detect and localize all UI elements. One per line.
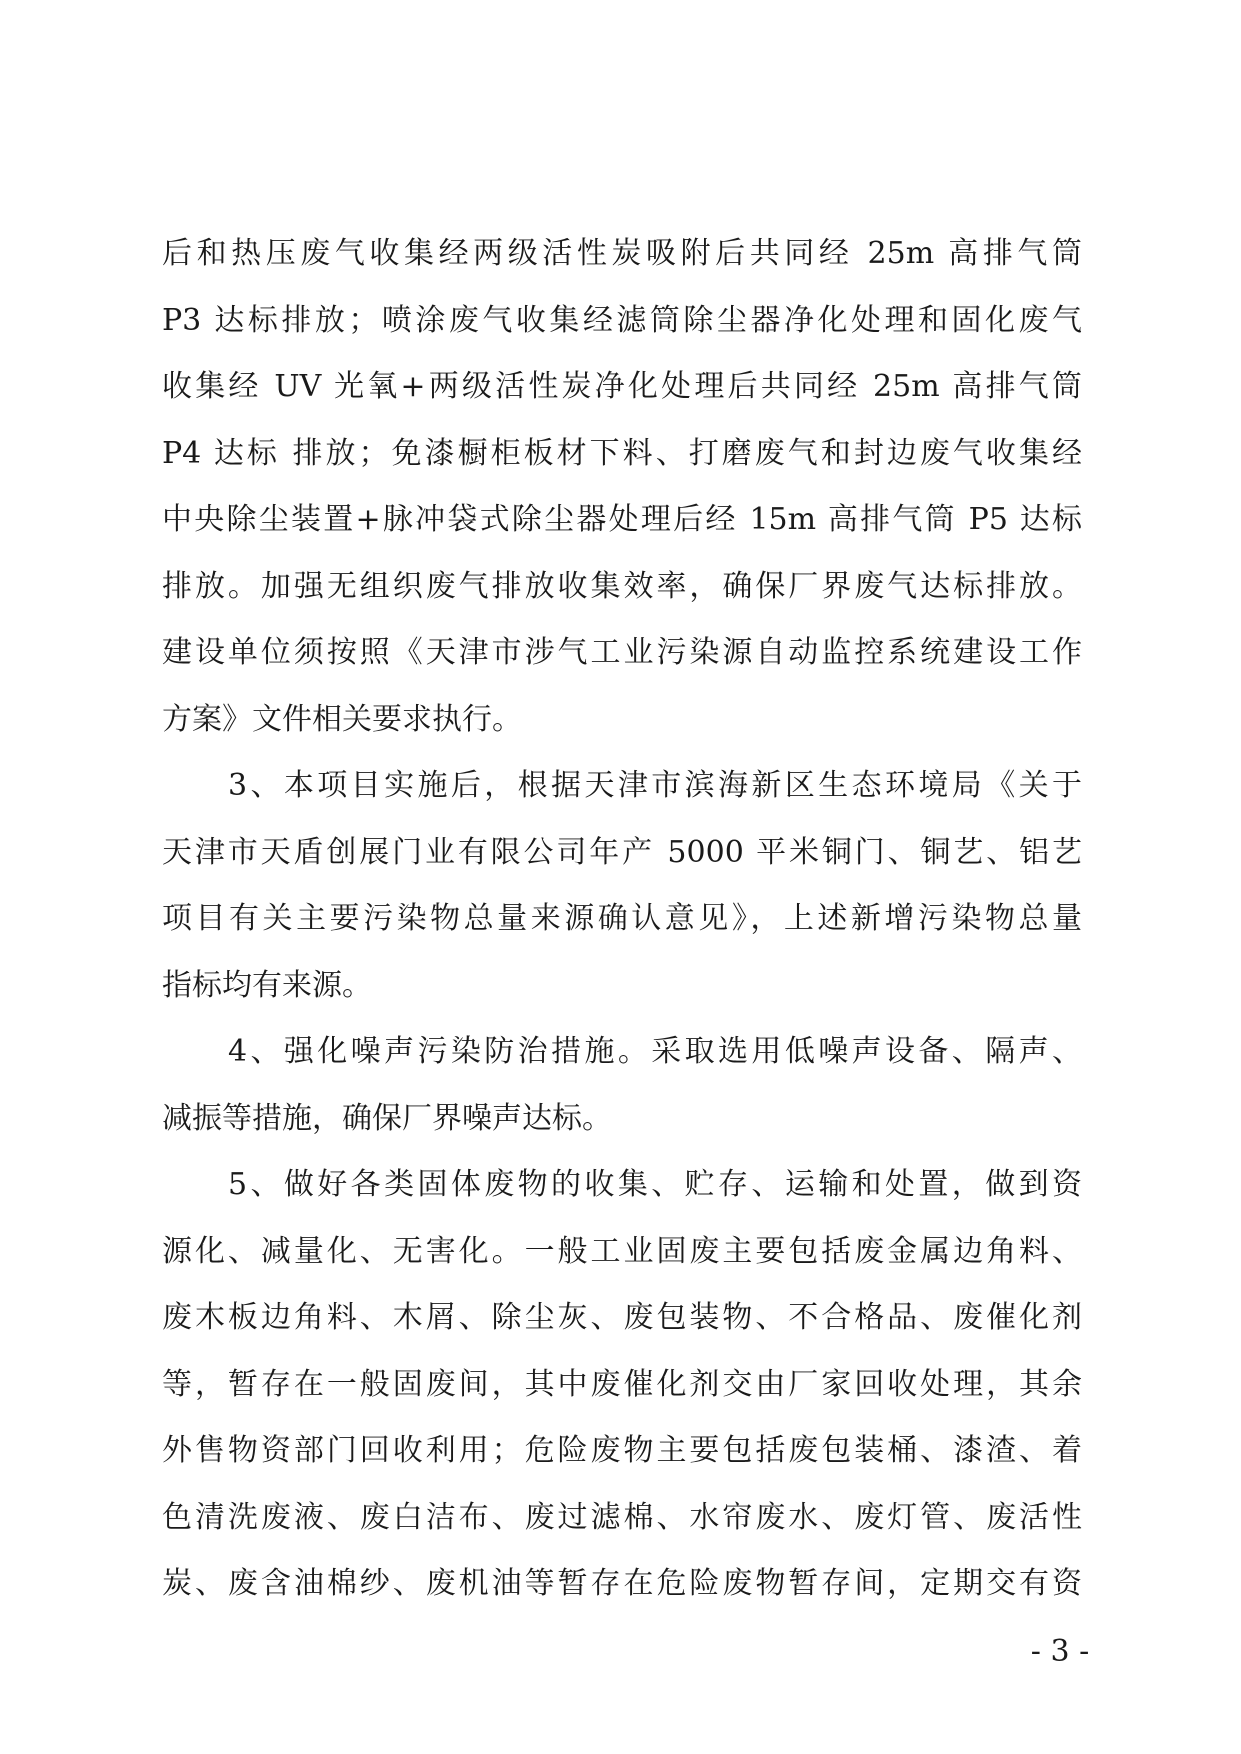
paragraph-5-line: 5、做好各类固体废物的收集、贮存、运输和处置，做到资 (228, 1167, 1082, 1202)
body-text (162, 221, 1082, 1618)
text-line: 外售物资部门回收利用；危险废物主要包括废包装桶、漆渣、着 (162, 1433, 1082, 1468)
text-line: 排放。加强无组织废气排放收集效率，确保厂界废气达标排放。 (162, 568, 1082, 604)
text-line: 方案》文件相关要求执行。 (162, 701, 522, 737)
text-line: P3 达标排放；喷涂废气收集经滤筒除尘器净化处理和固化废气 (162, 302, 1082, 338)
text-line: 收集经 UV 光氧+两级活性炭净化处理后共同经 25m 高排气筒 (162, 369, 1082, 404)
text-line: 中央除尘装置+脉冲袋式除尘器处理后经 15m 高排气筒 P5 达标 (162, 502, 1082, 537)
paragraph-4-line: 4、强化噪声污染防治措施。采取选用低噪声设备、隔声、 (228, 1034, 1082, 1069)
text-line: 等，暂存在一般固废间，其中废催化剂交由厂家回收处理，其余 (162, 1366, 1082, 1402)
text-line: 指标均有来源。 (162, 967, 372, 1003)
paragraph-3-line: 3、本项目实施后，根据天津市滨海新区生态环境局《关于 (228, 768, 1082, 803)
text-line: 项目有关主要污染物总量来源确认意见》，上述新增污染物总量 (162, 901, 1082, 936)
text-line: P4 达标 排放；免漆橱柜板材下料、打磨废气和封边废气收集经 (162, 435, 1082, 471)
text-line: 炭、废含油棉纱、废机油等暂存在危险废物暂存间，定期交有资 (162, 1566, 1082, 1601)
text-line: 色清洗废液、废白洁布、废过滤棉、水帘废水、废灯管、废活性 (162, 1499, 1082, 1535)
text-line: 天津市天盾创展门业有限公司年产 5000 平米铜门、铜艺、铝艺 (162, 834, 1082, 870)
text-line: 后和热压废气收集经两级活性炭吸附后共同经 25m 高排气筒 (162, 236, 1082, 271)
text-line: 减振等措施，确保厂界噪声达标。 (162, 1100, 612, 1136)
page-number: - 3 - (1030, 1634, 1090, 1669)
text-line: 源化、减量化、无害化。一般工业固废主要包括废金属边角料、 (162, 1233, 1082, 1269)
text-line: 废木板边角料、木屑、除尘灰、废包装物、不合格品、废催化剂 (162, 1300, 1082, 1335)
text-line: 建设单位须按照《天津市涉气工业污染源自动监控系统建设工作 (162, 635, 1082, 670)
